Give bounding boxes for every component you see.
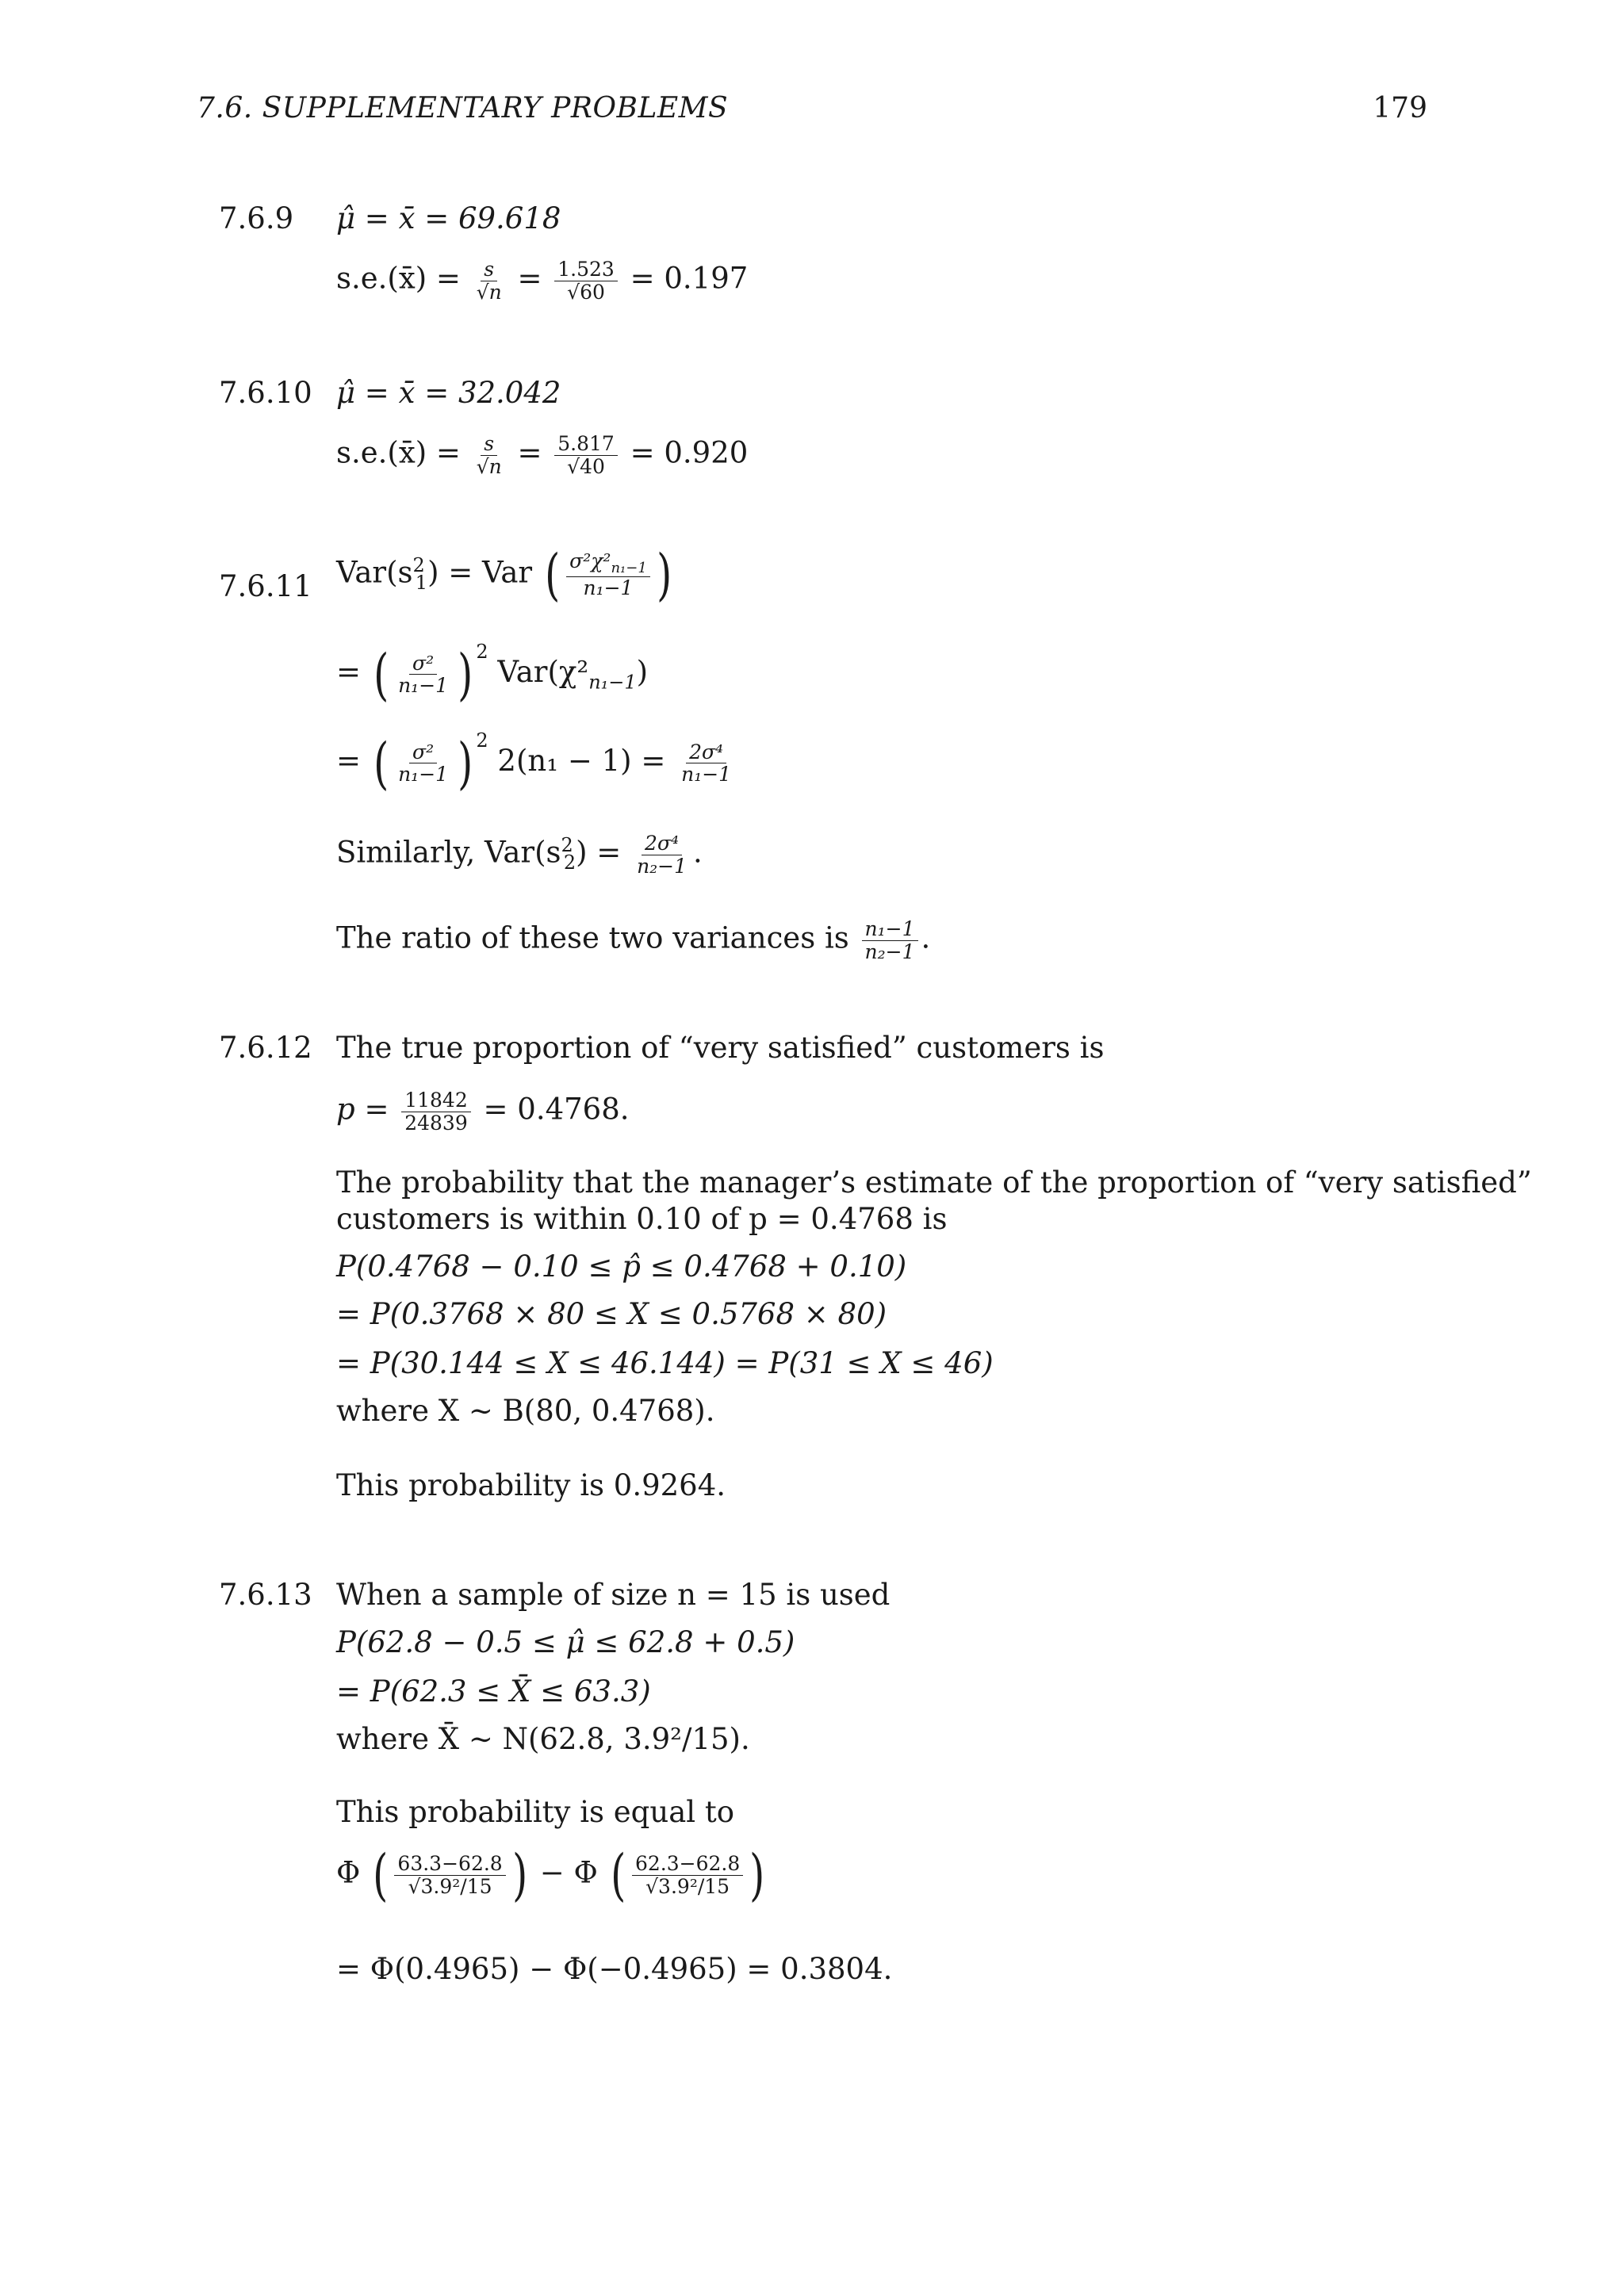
p13-result: = Φ(0.4965) − Φ(−0.4965) = 0.3804. [336, 1952, 893, 1986]
p11-line2: = ( $\frac{\text{σ²}}{\text{n₁−1}}$ ) $^2$ $Var(\chi^2_{n_1-1})$ [336, 641, 649, 707]
p11-similarly: Similarly, $Var(s^2_2)$ = $\frac{\text{2σ⁴}}{\text{n₂−1}}$ . [336, 832, 703, 878]
p12-eq3: = P(30.144 ≤ X ≤ 46.144) = P(31 ≤ X ≤ 46) [336, 1346, 994, 1380]
p10-estimate: μ̂ = x̄ = 32.042 [336, 376, 561, 410]
p11-line3: = ( $\frac{\text{σ²}}{\text{n₁−1}}$ ) $^2$ 2(n₁ − 1) = $\frac{\text{2σ⁴}}{\text{n₁−1}}$ [336, 729, 737, 791]
p10-standard-error: s.e.(x̄) = $\frac{s}{√n}$ = $\frac{5.817}{√40}$ = 0.920 [336, 432, 749, 478]
p13-eq1: P(62.8 − 0.5 ≤ μ̂ ≤ 62.8 + 0.5) [336, 1625, 795, 1659]
p12-result: This probability is 0.9264. [336, 1468, 726, 1502]
p13-intro: When a sample of size n = 15 is used [336, 1578, 891, 1612]
p12-eq1: P(0.4768 − 0.10 ≤ p̂ ≤ 0.4768 + 0.10) [336, 1249, 907, 1284]
fraction: $\frac{\text{2σ⁴}}{\text{n₁−1}}$ [681, 740, 732, 786]
fraction: $\frac{\text{σ²}}{\text{n₁−1}}$ [398, 651, 449, 697]
p13-equal-to: This probability is equal to [336, 1795, 734, 1829]
problem-number-7-6-12: 7.6.12 [219, 1031, 312, 1065]
fraction: $\frac{\text{n₁−1}}{\text{n₂−1}}$ [862, 918, 918, 962]
p12-text-b: customers is within 0.10 of p = 0.4768 is [336, 1202, 948, 1236]
fraction: $\frac{1.523}{√60}$ [554, 258, 618, 303]
p13-phi-expression: Φ ( $\frac{63.3-62.8}{\text{√3.9²/15}}$ ) − Φ ( $\frac{62.3-62.8}{\text{√3.9²/15}}$ ) [336, 1843, 765, 1908]
p12-intro: The true proportion of “very satisfied” customers is [336, 1031, 1105, 1065]
p9-estimate: μ̂ = x̄ = 69.618 [336, 201, 561, 235]
fraction: $\frac{5.817}{√40}$ [554, 433, 618, 477]
fraction: $\frac{s}{√n}$ [476, 258, 502, 304]
fraction: $\frac{s}{√n}$ [476, 432, 502, 478]
fraction: $\frac{62.3-62.8}{\text{√3.9²/15}}$ [632, 1853, 743, 1897]
p11-ratio: The ratio of these two variances is $\frac{\text{n₁−1}}{\text{n₂−1}}$ . [336, 917, 931, 963]
p13-where: where X̄ ∼ N(62.8, 3.9²/15). [336, 1722, 750, 1756]
fraction: $\frac{\text{σ²}}{\text{n₁−1}}$ [398, 740, 449, 786]
p13-eq2: = P(62.3 ≤ X̄ ≤ 63.3) [336, 1674, 651, 1709]
fraction: $\frac{\text{2σ⁴}}{\text{n₂−1}}$ [637, 832, 688, 878]
p12-p-value: p = $\frac{11842}{24839}$ = 0.4768. [336, 1089, 630, 1135]
fraction: $\frac{\sigma^2\chi^2_{n_1-1}}{\text{n₁−1}}$ [566, 550, 650, 599]
problem-number-7-6-13: 7.6.13 [219, 1578, 312, 1612]
p12-where: where X ∼ B(80, 0.4768). [336, 1394, 715, 1428]
page-number: 179 [1373, 92, 1427, 124]
problem-number-7-6-9: 7.6.9 [219, 201, 294, 235]
p9-standard-error: s.e.(x̄) = $\frac{s}{√n}$ = $\frac{1.523}{√60}$ = 0.197 [336, 258, 749, 304]
fraction: $\frac{11842}{24839}$ [401, 1089, 471, 1134]
fraction: $\frac{63.3-62.8}{\text{√3.9²/15}}$ [394, 1853, 505, 1897]
problem-number-7-6-10: 7.6.10 [219, 376, 312, 410]
problem-number-7-6-11: 7.6.11 [219, 569, 312, 603]
p12-eq2: = P(0.3768 × 80 ≤ X ≤ 0.5768 × 80) [336, 1297, 887, 1331]
p11-line1: $Var(s^2_1)$ = Var ( $\frac{\sigma^2\chi^2_{n_1-1}}{\text{n₁−1}}$ ) [336, 542, 672, 607]
p12-text-a: The probability that the manager’s estimate of the proportion of “very satisfied” [336, 1165, 1532, 1200]
running-header: 7.6. SUPPLEMENTARY PROBLEMS [197, 92, 729, 124]
